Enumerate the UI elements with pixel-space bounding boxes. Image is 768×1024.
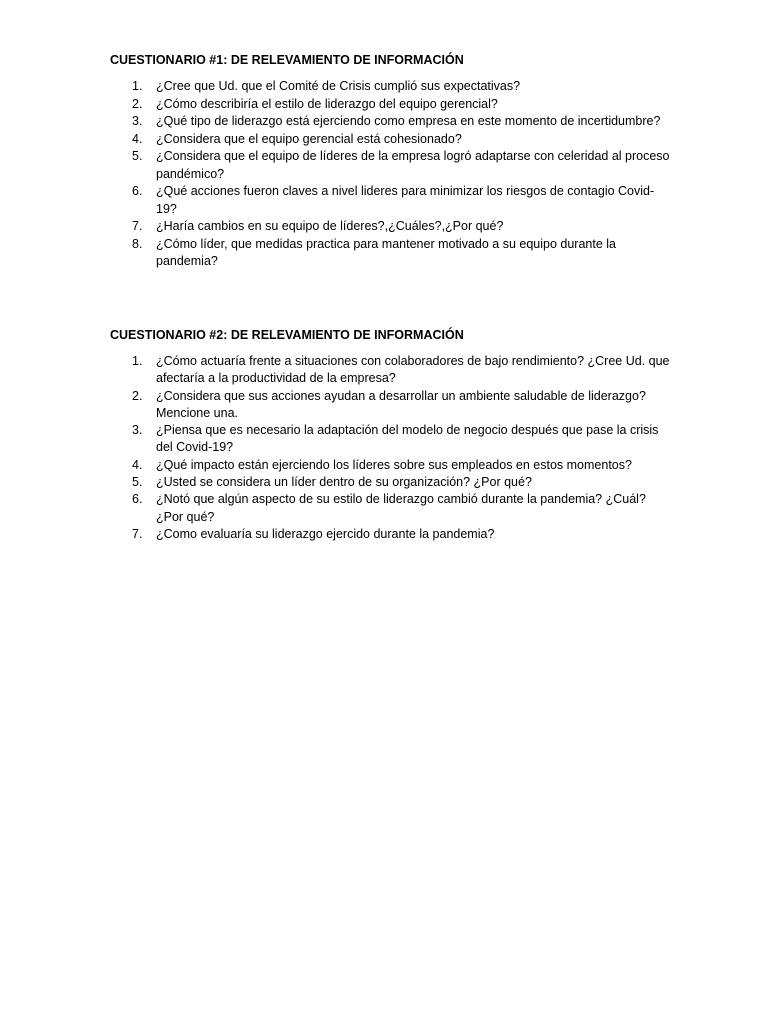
question-number: 8. [132,236,143,251]
question-text: ¿Cómo líder, que medidas practica para mantener motivado a su equipo durante la pandemia? [156,236,616,268]
question-number: 7. [132,219,143,233]
question-text: ¿Cree que Ud. que el Comité de Crisis cumplió sus expectativas? [156,79,521,93]
question-item [110,131,670,149]
question-number: 7. [132,526,143,541]
question-item [110,113,670,131]
question-item [110,491,670,526]
questionnaire-2 [110,327,670,543]
question-text: ¿Notó que algún aspecto de su estilo de liderazgo cambió durante la pandemia? ¿Cuál? ¿Por qué? [156,492,646,524]
question-text: ¿Haría cambios en su equipo de líderes?,¿Cuáles?,¿Por qué? [156,219,504,233]
question-item [110,183,670,218]
question-number: 2. [132,96,143,111]
question-text: ¿Qué impacto están ejerciendo los líderes sobre sus empleados en estos momentos? [156,457,632,472]
question-number: 1. [132,354,143,368]
question-number: 5. [132,149,143,163]
questionnaire-2-title: CUESTIONARIO #2: DE RELEVAMIENTO DE INFORMACIÓN [110,328,464,342]
question-number: 5. [132,475,143,490]
question-number: 3. [132,423,143,438]
question-number: 1. [132,79,143,93]
question-number: 3. [132,114,143,128]
question-text: ¿Considera que el equipo de líderes de la empresa logró adaptarse con celeridad al proceso pandémico? [156,149,670,181]
question-item [110,96,670,114]
question-text: ¿Como evaluaría su liderazgo ejercido durante la pandemia? [156,526,495,541]
question-item [110,218,670,236]
question-text: ¿Qué acciones fueron claves a nivel lideres para minimizar los riesgos de contagio Covid-19? [156,184,655,216]
questionnaire-1-list [110,78,670,271]
questionnaire-1 [110,52,670,271]
question-item [110,236,670,271]
question-text: ¿Cómo actuaría frente a situaciones con colaboradores de bajo rendimiento? ¿Cree Ud. que afectaría a la productividad de la empresa? [156,354,670,386]
question-number: 4. [132,131,143,146]
question-text: ¿Considera que sus acciones ayudan a desarrollar un ambiente saludable de liderazgo? Mencione una. [156,388,646,420]
question-text: ¿Cómo describiría el estilo de liderazgo del equipo gerencial? [156,96,498,111]
question-item [110,148,670,183]
question-item [110,526,670,543]
question-item [110,388,670,423]
question-number: 6. [132,492,143,507]
question-number: 4. [132,457,143,472]
question-item [110,78,670,96]
questionnaire-2-list [110,353,670,543]
question-number: 2. [132,388,143,403]
question-text: ¿Considera que el equipo gerencial está cohesionado? [156,131,462,146]
question-number: 6. [132,184,143,198]
question-text: ¿Piensa que es necesario la adaptación del modelo de negocio después que pase la crisis del Covid-19? [156,423,659,455]
question-item [110,457,670,474]
questionnaire-1-title: CUESTIONARIO #1: DE RELEVAMIENTO DE INFORMACIÓN [110,53,464,67]
question-text: ¿Qué tipo de liderazgo está ejerciendo como empresa en este momento de incertidumbre? [156,114,661,128]
question-item [110,422,670,457]
question-item [110,353,670,388]
question-text: ¿Usted se considera un líder dentro de su organización? ¿Por qué? [156,475,532,490]
question-item [110,474,670,491]
